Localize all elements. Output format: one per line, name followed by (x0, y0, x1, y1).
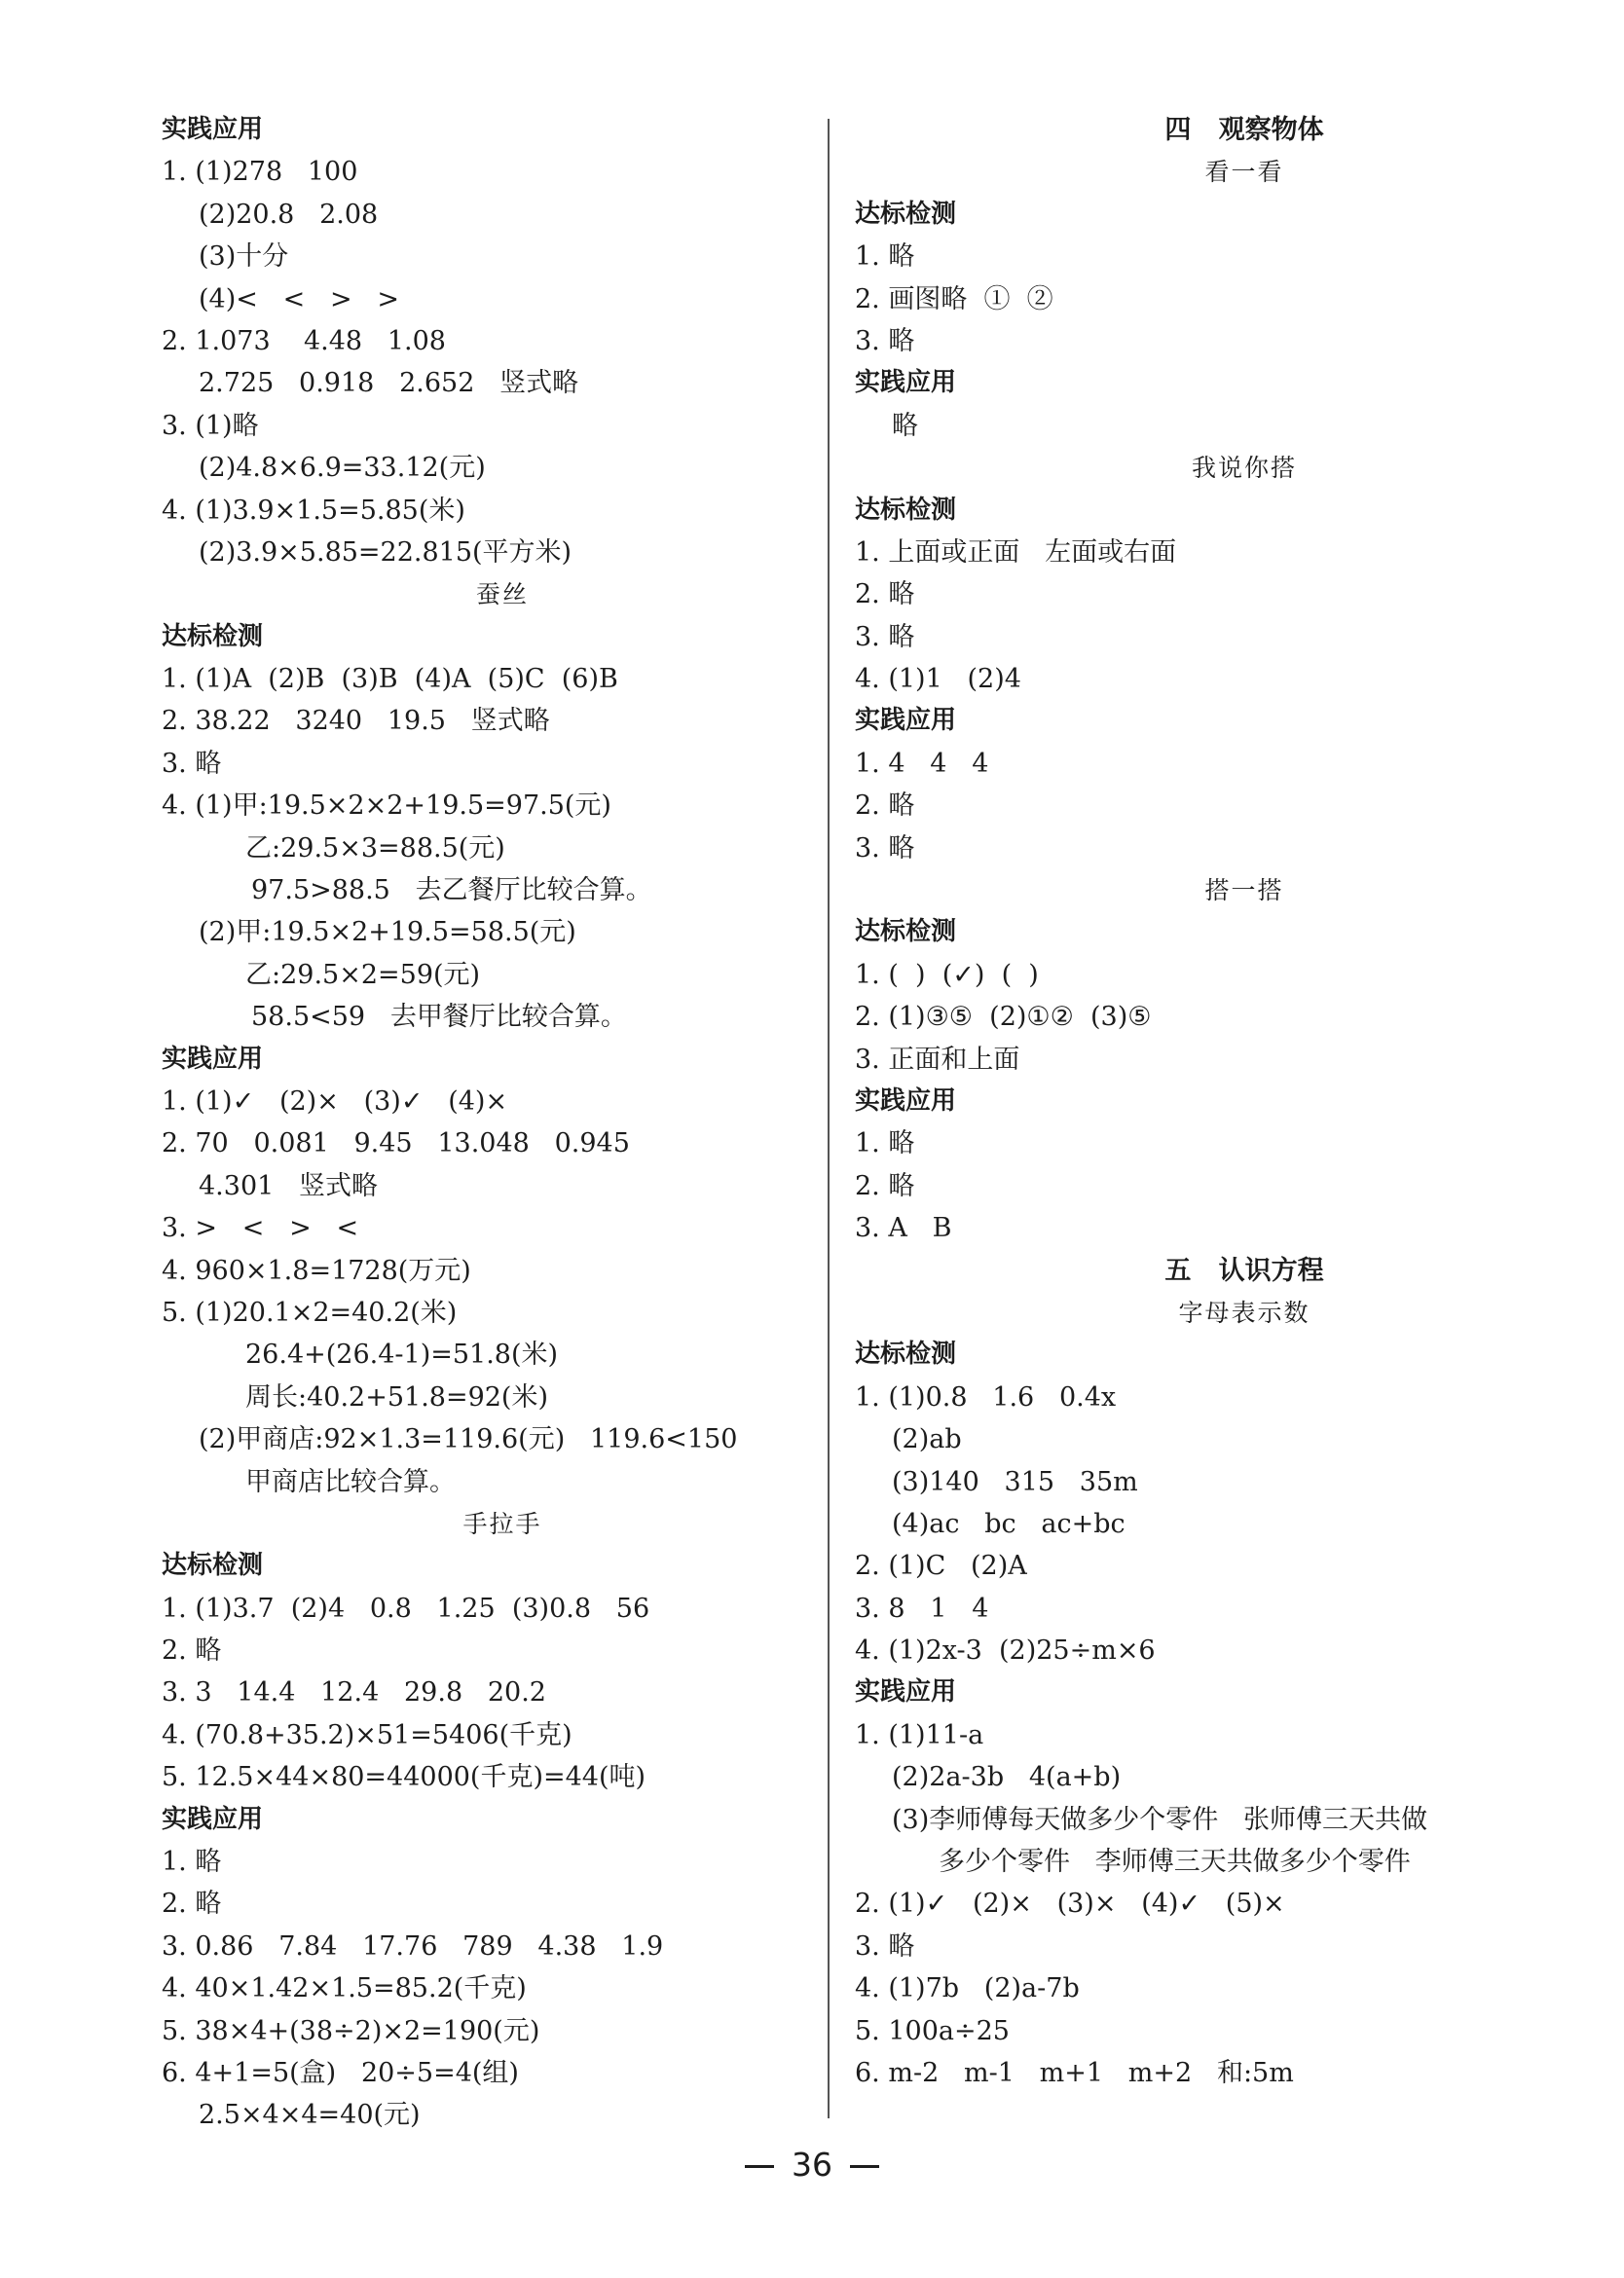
answer-line: 1. (1)278 100 (162, 157, 358, 188)
footer-dash-right (850, 2165, 879, 2168)
answer-line: 3. 略 (855, 832, 915, 863)
answer-line: 1. (1)A (2)B (3)B (4)A (5)C (6)B (162, 664, 618, 695)
section-heading: 实践应用 (855, 368, 957, 398)
answer-line: 3. 0.86 7.84 17.76 789 4.38 1.9 (162, 1930, 664, 1962)
answer-line: 2. 38.22 3240 19.5 竖式略 (162, 706, 550, 737)
right-column (855, 109, 1497, 2094)
lesson-title: 字母表示数 (1178, 1298, 1310, 1327)
answer-line: 1. 略 (855, 241, 915, 273)
answer-line: 97.5>88.5 去乙餐厅比较合算。 (251, 875, 652, 906)
answer-line: 2. (1)✓ (2)× (3)× (4)✓ (5)× (855, 1889, 1285, 1920)
answer-line: 4. 960×1.8=1728(万元) (162, 1255, 471, 1286)
answer-line: 4. (1)2x-3 (2)25÷m×6 (855, 1635, 1156, 1667)
answer-line: 5. 12.5×44×80=44000(千克)=44(吨) (162, 1762, 646, 1793)
section-heading: 实践应用 (162, 1804, 264, 1834)
answer-line: 1. (1)✓ (2)× (3)✓ (4)× (162, 1085, 508, 1117)
answer-line: (2)4.8×6.9=33.12(元) (199, 453, 486, 484)
answer-line: 4. (1)甲:19.5×2×2+19.5=97.5(元) (162, 790, 611, 822)
section-heading: 实践应用 (162, 115, 264, 144)
answer-line: 3. 略 (855, 621, 915, 652)
answer-line: 2.725 0.918 2.652 竖式略 (199, 368, 579, 399)
lesson-title: 看一看 (1204, 158, 1284, 187)
answer-line: 2. 略 (855, 579, 915, 610)
answer-line: 1. (1)0.8 1.6 0.4x (855, 1381, 1117, 1413)
page-number: 36 (792, 2146, 832, 2184)
section-heading: 实践应用 (162, 1044, 264, 1074)
answer-line: 1. 4 4 4 (855, 748, 989, 779)
answer-line: 甲商店比较合算。 (245, 1466, 456, 1497)
section-heading: 实践应用 (855, 1085, 957, 1116)
answer-line: 乙:29.5×3=88.5(元) (245, 832, 505, 863)
answer-line: 2. 略 (162, 1889, 222, 1920)
answer-line: 1. 略 (162, 1847, 222, 1878)
answer-line: (2)20.8 2.08 (199, 199, 379, 230)
answer-line: (2)甲:19.5×2+19.5=58.5(元) (199, 917, 576, 948)
lesson-title: 我说你搭 (1191, 454, 1297, 483)
page-footer (0, 2146, 1624, 2184)
section-heading: 实践应用 (855, 1677, 957, 1708)
answer-line: 1. (1)11-a (855, 1719, 984, 1750)
section-heading: 达标检测 (162, 621, 264, 651)
answer-line: 3. 略 (162, 748, 222, 779)
chapter-title: 四 观察物体 (1164, 115, 1324, 145)
answer-line: 3. 略 (855, 325, 915, 356)
section-heading: 达标检测 (162, 1551, 264, 1581)
answer-line: 2. 略 (855, 1170, 915, 1201)
answer-line: (3)十分 (199, 241, 289, 273)
column-divider (828, 119, 830, 2118)
answer-line: 1. (1)3.7 (2)4 0.8 1.25 (3)0.8 56 (162, 1593, 650, 1624)
section-heading: 达标检测 (855, 1340, 957, 1370)
answer-line: (2)ab (892, 1424, 962, 1455)
answer-line: 4. (1)3.9×1.5=5.85(米) (162, 495, 465, 526)
answer-line: 周长:40.2+51.8=92(米) (245, 1381, 549, 1413)
answer-line: 3. 8 1 4 (855, 1593, 989, 1624)
answer-line: 略 (892, 410, 918, 441)
section-heading: 达标检测 (855, 917, 957, 947)
answer-line: 1. 上面或正面 左面或右面 (855, 536, 1177, 568)
answer-line: (2)2a-3b 4(a+b) (892, 1762, 1122, 1793)
lesson-title: 搭一搭 (1204, 876, 1284, 905)
answer-line: 5. 100a÷25 (855, 2015, 1010, 2046)
answer-line: 6. 4+1=5(盒) 20÷5=4(组) (162, 2057, 519, 2088)
answer-line: 58.5<59 去甲餐厅比较合算。 (251, 1002, 627, 1033)
section-heading: 实践应用 (855, 706, 957, 736)
answer-line: 3. (1)略 (162, 410, 259, 441)
answer-line: 4. (1)7b (2)a-7b (855, 1973, 1080, 2004)
answer-line: 3. 3 14.4 12.4 29.8 20.2 (162, 1677, 546, 1708)
answer-line: 5. 38×4+(38÷2)×2=190(元) (162, 2015, 540, 2046)
lesson-title: 手拉手 (462, 1509, 542, 1538)
answer-line: 5. (1)20.1×2=40.2(米) (162, 1297, 458, 1328)
answer-line: 2. 70 0.081 9.45 13.048 0.945 (162, 1128, 630, 1159)
answer-line: (2)甲商店:92×1.3=119.6(元) 119.6<150 (199, 1424, 738, 1455)
answer-line: 2. 1.073 4.48 1.08 (162, 325, 446, 356)
answer-line: 4. 40×1.42×1.5=85.2(千克) (162, 1973, 527, 2004)
answer-line: 3. 正面和上面 (855, 1044, 1020, 1075)
answer-line: 6. m-2 m-1 m+1 m+2 和:5m (855, 2057, 1294, 2088)
answer-line: 3. A B (855, 1213, 952, 1244)
answer-line: 1. 略 (855, 1128, 915, 1159)
answer-line: (3)140 315 35m (892, 1466, 1138, 1497)
answer-line: 3. 略 (855, 1930, 915, 1962)
chapter-title: 五 认识方程 (1164, 1255, 1324, 1286)
answer-line: (4)< < > > (199, 283, 399, 314)
section-heading: 达标检测 (855, 495, 957, 525)
answer-line: (3)李师傅每天做多少个零件 张师傅三天共做 (892, 1804, 1427, 1835)
footer-dash-left (745, 2165, 774, 2168)
answer-line: 3. > < > < (162, 1213, 359, 1244)
answer-line: 多少个零件 李师傅三天共做多少个零件 (939, 1847, 1411, 1878)
answer-line: 2. 画图略 ① ② (855, 283, 1053, 314)
answer-line: 2. 略 (855, 790, 915, 822)
left-column (162, 109, 804, 2137)
answer-line: 26.4+(26.4-1)=51.8(米) (245, 1340, 559, 1371)
answer-line: 1. ( ) (✓) ( ) (855, 959, 1039, 990)
answer-line: (4)ac bc ac+bc (892, 1508, 1126, 1539)
answer-line: 2. (1)③⑤ (2)①② (3)⑤ (855, 1002, 1152, 1033)
answer-line: 2. 略 (162, 1635, 222, 1667)
answer-line: 2. (1)C (2)A (855, 1551, 1027, 1582)
answer-line: 4. (1)1 (2)4 (855, 664, 1021, 695)
answer-line: 4. (70.8+35.2)×51=5406(千克) (162, 1719, 572, 1750)
answer-line: 4.301 竖式略 (199, 1170, 379, 1201)
answer-line: (2)3.9×5.85=22.815(平方米) (199, 536, 572, 568)
section-heading: 达标检测 (855, 199, 957, 229)
answer-line: 乙:29.5×2=59(元) (245, 959, 481, 990)
answer-line: 2.5×4×4=40(元) (199, 2100, 421, 2131)
lesson-title: 蚕丝 (475, 580, 529, 609)
